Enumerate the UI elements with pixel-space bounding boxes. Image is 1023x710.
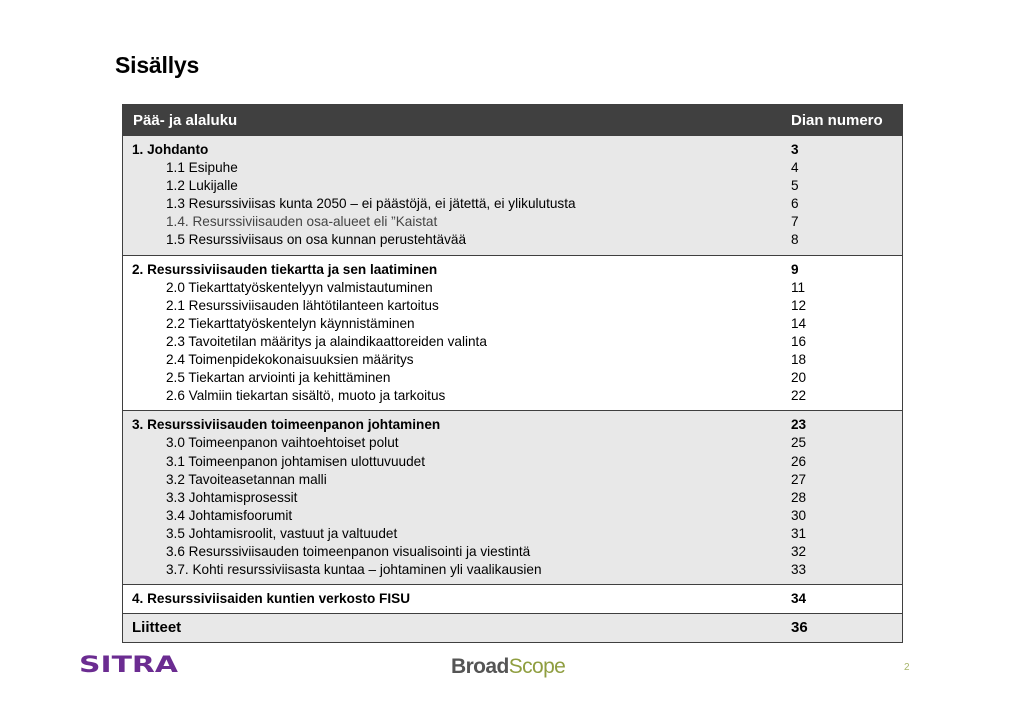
toc-row xyxy=(123,525,902,543)
toc-row xyxy=(123,195,902,213)
toc-row xyxy=(123,543,902,561)
toc-row-label: 2. Resurssiviisauden tiekartta ja sen laatiminen xyxy=(132,261,438,277)
toc-row-number: 31 xyxy=(791,525,807,541)
toc-row-label: 3.5 Johtamisroolit, vastuut ja valtuudet xyxy=(166,525,398,541)
toc-row-number: 22 xyxy=(791,388,807,404)
toc-row-label: 4. Resurssiviisaiden kuntien verkosto FISU xyxy=(132,591,411,607)
toc-row-number: 23 xyxy=(791,417,807,433)
toc-row xyxy=(123,387,902,405)
toc-row xyxy=(123,619,902,637)
toc-row-number: 7 xyxy=(791,214,799,230)
toc-row xyxy=(123,489,902,507)
toc-row xyxy=(123,261,902,279)
toc-row xyxy=(123,213,902,231)
toc-row-label: 3. Resurssiviisauden toimeenpanon johtaminen xyxy=(132,417,441,433)
toc-row-number: 8 xyxy=(791,232,799,248)
toc-header-slide-number: Dian numero xyxy=(791,112,883,129)
toc-row-label: 3.6 Resurssiviisauden toimeenpanon visualisointi ja viestintä xyxy=(166,543,531,559)
broadscope-logo-part2: Scope xyxy=(508,655,566,678)
toc-row-number: 3 xyxy=(791,142,799,157)
toc-row xyxy=(123,369,902,387)
toc-row-label: 1.3 Resurssiviisas kunta 2050 – ei päästöjä, ei jätettä, ei ylikulutusta xyxy=(166,196,576,212)
toc-row-label: 3.0 Toimeenpanon vaihtoehtoiset polut xyxy=(166,435,399,451)
page-title: Sisällys xyxy=(115,52,200,78)
toc-row xyxy=(123,231,902,249)
toc-row-label: 1.1 Esipuhe xyxy=(166,160,238,176)
toc-row xyxy=(123,471,902,489)
toc-row-label: 2.4 Toimenpidekokonaisuuksien määritys xyxy=(166,352,414,368)
toc-row-label: 2.2 Tiekarttatyöskentelyn käynnistäminen xyxy=(166,315,415,331)
toc-row xyxy=(123,333,902,351)
toc-row-number: 5 xyxy=(791,178,799,194)
toc-row-number: 32 xyxy=(791,543,807,559)
toc-header-chapter: Pää- ja alaluku xyxy=(133,112,238,129)
toc-row xyxy=(123,453,902,471)
toc-row-label: 1.2 Lukijalle xyxy=(166,178,238,194)
toc-row-number: 28 xyxy=(791,489,807,505)
toc-row-label: 2.3 Tavoitetilan määritys ja alaindikaattoreiden valinta xyxy=(166,333,487,349)
toc-row-label: 2.6 Valmiin tiekartan sisältö, muoto ja tarkoitus xyxy=(166,388,446,404)
toc-row-label: 2.1 Resurssiviisauden lähtötilanteen kartoitus xyxy=(166,297,439,313)
toc-row-number: 20 xyxy=(791,370,807,386)
toc-row-label: 1. Johdanto xyxy=(132,142,209,157)
toc-row xyxy=(123,177,902,195)
toc-row-number: 36 xyxy=(791,619,808,637)
toc-row-number: 4 xyxy=(791,160,799,176)
toc-row-label: 3.7. Kohti resurssiviisasta kuntaa – johtaminen yli vaalikausien xyxy=(166,562,542,578)
page-number: 2 xyxy=(904,662,910,673)
toc-row-number: 26 xyxy=(791,453,807,469)
toc-row-number: 6 xyxy=(791,196,799,212)
toc-row-label: 3.2 Tavoiteasetannan malli xyxy=(166,471,327,487)
toc-row-number: 18 xyxy=(791,352,807,368)
toc-row-label: 2.5 Tiekartan arviointi ja kehittäminen xyxy=(166,370,391,386)
toc-row xyxy=(123,315,902,333)
sitra-logo xyxy=(79,652,179,676)
toc-row xyxy=(123,351,902,369)
toc-row-number: 16 xyxy=(791,333,807,349)
toc-row-number: 34 xyxy=(791,591,807,607)
toc-row xyxy=(123,507,902,525)
toc-row xyxy=(123,159,902,177)
toc-section-4 xyxy=(123,584,902,613)
toc-row xyxy=(123,141,902,159)
sitra-logo-text: SITRA xyxy=(79,653,178,676)
toc-row-label: 3.3 Johtamisprosessit xyxy=(166,489,298,505)
toc-row xyxy=(123,279,902,297)
toc-row-number: 14 xyxy=(791,315,807,331)
broadscope-logo xyxy=(451,655,565,679)
toc-row-label: 2.0 Tiekarttatyöskentelyyn valmistautuminen xyxy=(166,279,433,295)
toc-row-number: 9 xyxy=(791,261,799,277)
toc-row-label: 1.4. Resurssiviisauden osa-alueet eli ”Kaistat xyxy=(166,214,438,230)
toc-row xyxy=(123,297,902,315)
toc-section-3 xyxy=(123,410,902,584)
toc-row-number: 11 xyxy=(791,279,806,295)
toc-header xyxy=(123,105,902,135)
toc-row-number: 25 xyxy=(791,435,807,451)
toc-row xyxy=(123,416,902,434)
toc-row-label: 1.5 Resurssiviisaus on osa kunnan perustehtävää xyxy=(166,232,466,248)
broadscope-logo-part1: Broad xyxy=(451,655,509,678)
toc-table xyxy=(122,104,903,643)
toc-row-number: 33 xyxy=(791,562,807,578)
toc-row xyxy=(123,590,902,608)
toc-row-number: 27 xyxy=(791,471,807,487)
toc-row xyxy=(123,561,902,579)
toc-row-number: 12 xyxy=(791,297,807,313)
toc-row-number: 30 xyxy=(791,507,807,523)
toc-row xyxy=(123,434,902,452)
toc-row-label: Liitteet xyxy=(132,619,182,637)
toc-section-appendices xyxy=(123,613,902,642)
toc-section-2 xyxy=(123,255,902,411)
toc-section-1 xyxy=(123,135,902,255)
toc-row-label: 3.4 Johtamisfoorumit xyxy=(166,507,293,523)
toc-row-label: 3.1 Toimeenpanon johtamisen ulottuvuudet xyxy=(166,453,425,469)
